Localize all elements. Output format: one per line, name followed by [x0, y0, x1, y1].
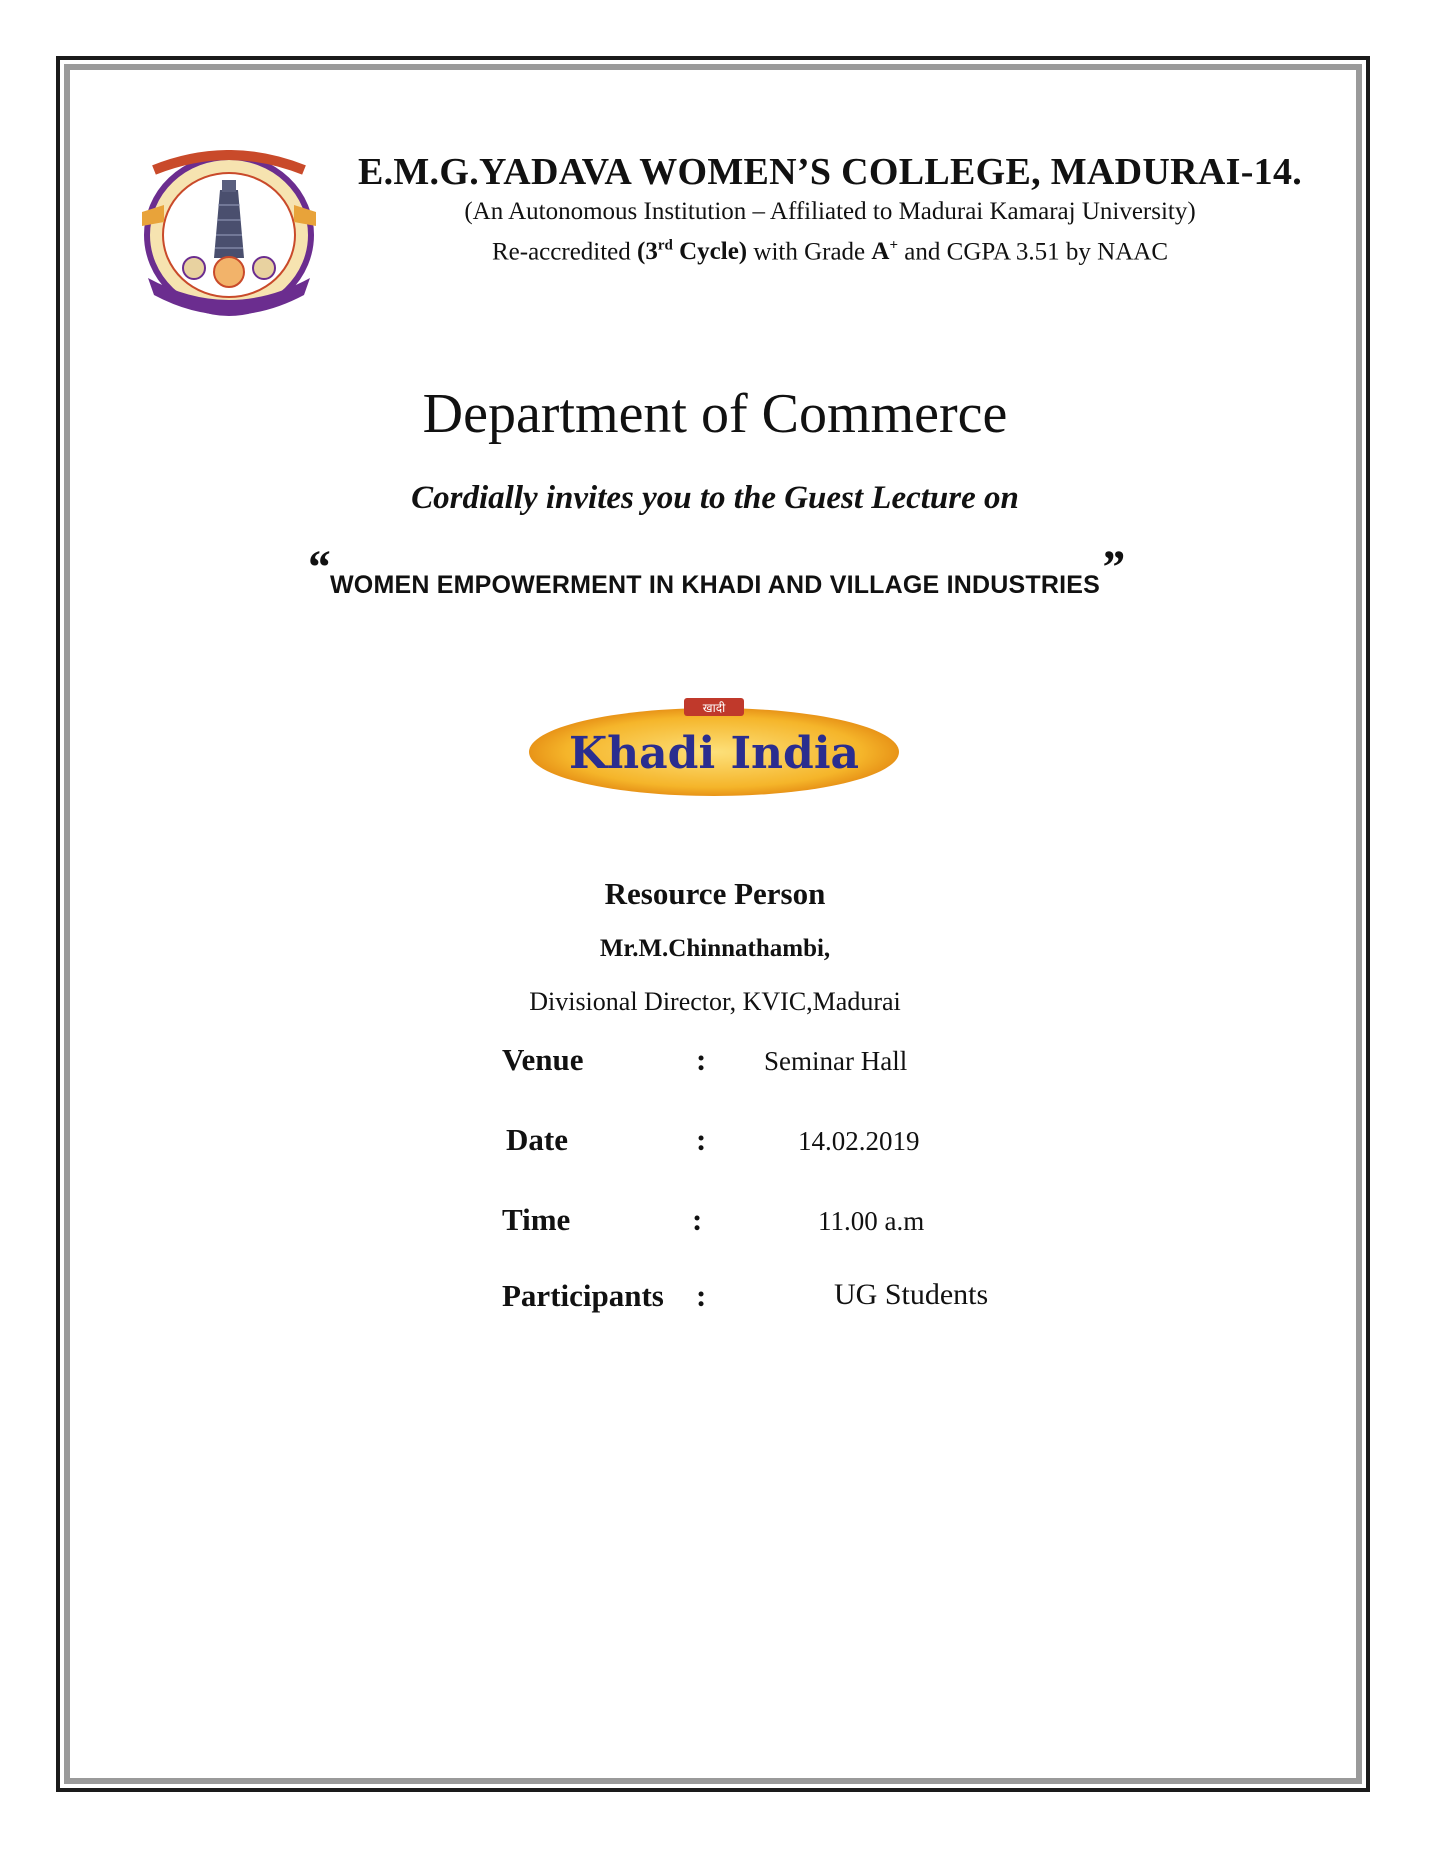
detail-label: Date: [506, 1122, 568, 1157]
khadi-india-logo-icon: [524, 690, 904, 800]
detail-label: Participants: [502, 1278, 664, 1313]
resource-person-designation: Divisional Director, KVIC,Madurai: [529, 987, 901, 1016]
department-title: Department of Commerce: [422, 383, 1008, 445]
college-header: [330, 150, 1330, 268]
college-affiliation: (An Autonomous Institution – Affiliated to Madurai Kamaraj University): [464, 198, 1196, 225]
detail-colon: :: [696, 1042, 707, 1077]
page-border-inner: [64, 64, 1362, 1784]
detail-value: 14.02.2019: [798, 1126, 920, 1156]
open-quote: “: [305, 541, 330, 594]
detail-colon: :: [692, 1202, 703, 1237]
detail-label: Venue: [502, 1042, 584, 1077]
detail-colon: :: [696, 1122, 707, 1157]
khadi-logo-text: Khadi India: [568, 728, 860, 779]
resource-person-name: Mr.M.Chinnathambi,: [599, 935, 831, 962]
invitation-line: Cordially invites you to the Guest Lecture on: [411, 480, 1019, 516]
detail-value: Seminar Hall: [764, 1046, 908, 1076]
college-emblem-icon: [134, 150, 324, 320]
topic-title: WOMEN EMPOWERMENT IN KHADI AND VILLAGE INDUSTRIES: [330, 571, 1100, 599]
svg-text:खादी: खादी: [702, 701, 726, 715]
detail-value: UG Students: [834, 1278, 989, 1311]
detail-label: Time: [502, 1202, 571, 1237]
close-quote: ”: [1099, 541, 1125, 594]
college-accreditation: Re-accredited (3rd Cycle) with Grade A+ and CGPA 3.51 by NAAC: [491, 238, 1168, 266]
college-name: E.M.G.YADAVA WOMEN’S COLLEGE, MADURAI-14.: [357, 151, 1303, 193]
detail-colon: :: [696, 1278, 707, 1313]
detail-value: 11.00 a.m: [818, 1206, 925, 1236]
resource-person-heading: Resource Person: [604, 876, 826, 911]
lecture-topic: [0, 540, 1430, 600]
